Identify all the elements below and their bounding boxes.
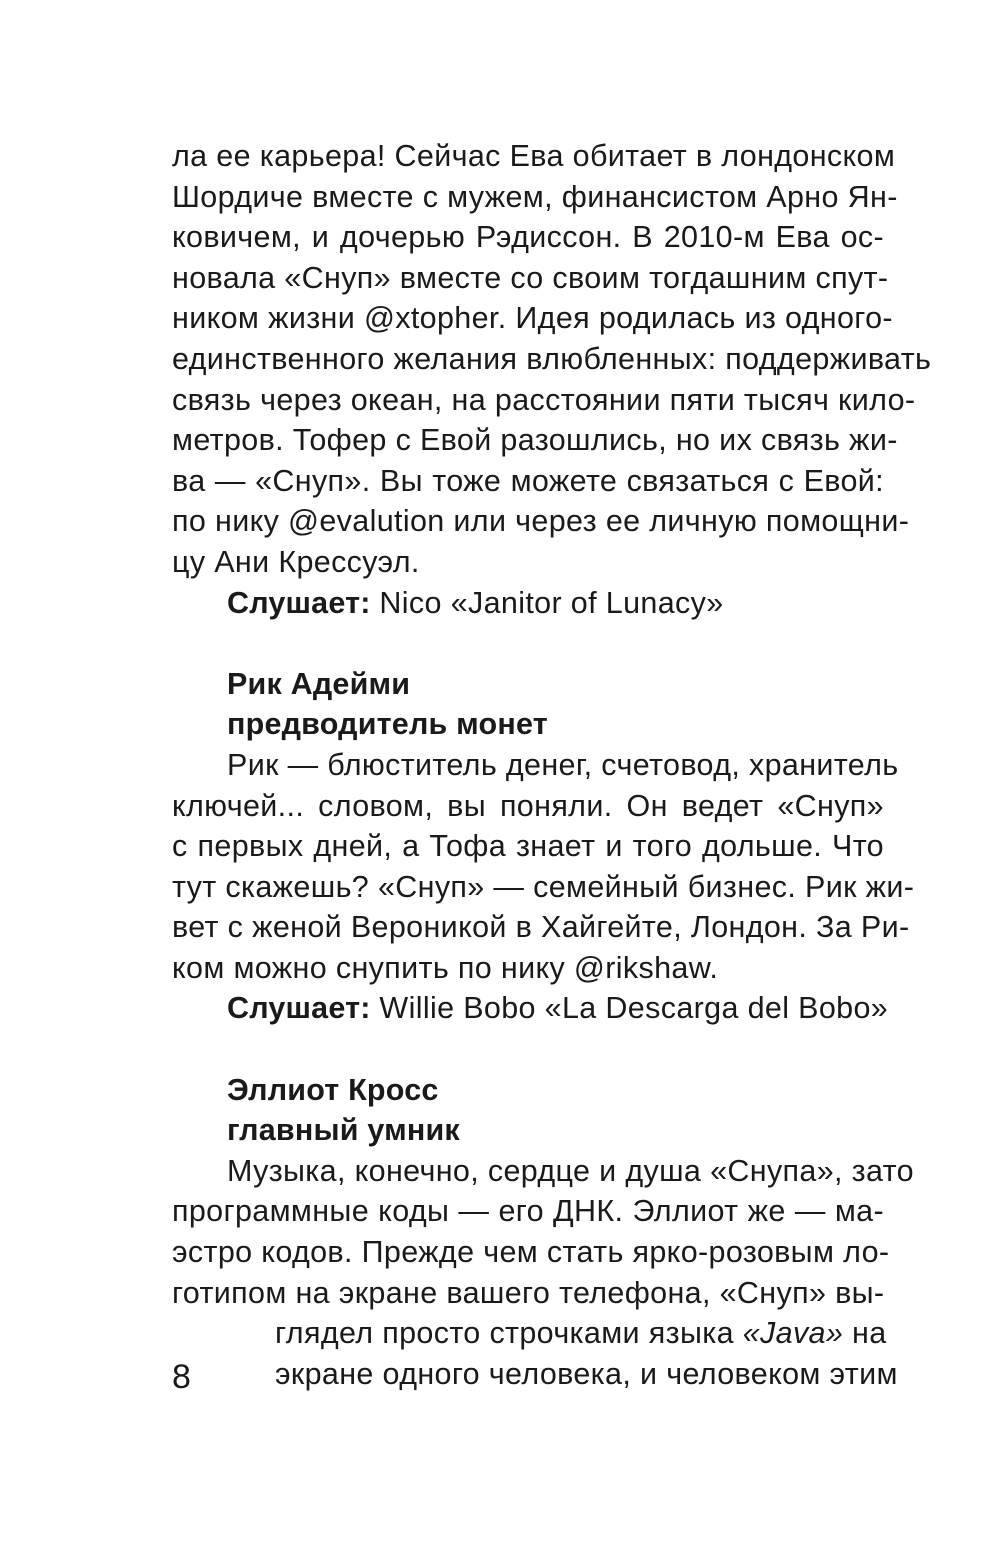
text-line: Шордиче вместе с мужем, финансистом Арно Ян- xyxy=(172,179,898,214)
listens-label: Слушает: xyxy=(227,991,371,1026)
text-line: по нику @evalution или через ее личную помощни- xyxy=(172,504,910,539)
text-line: единственного желания влюбленных: поддерживать xyxy=(172,341,932,376)
text-line: эстро кодов. Прежде чем стать ярко-розовым ло- xyxy=(172,1235,890,1270)
section-gap xyxy=(172,623,884,664)
person-role: главный умник xyxy=(227,1113,460,1148)
text-line: Музыка, конечно, сердце и душа «Снупа», зато xyxy=(227,1153,914,1188)
text-line: связь через океан, на расстоянии пяти тысяч кило- xyxy=(172,382,916,417)
person-role: предводитель монет xyxy=(227,707,548,742)
person-name: Эллиот Кросс xyxy=(227,1072,439,1107)
text-fragment: на xyxy=(843,1316,887,1351)
code-language-name: «Java» xyxy=(742,1316,844,1351)
text-line: ва — «Снуп». Вы тоже можете связаться с Евой: xyxy=(172,463,884,498)
text-line xyxy=(172,1313,887,1354)
text-line: цу Ани Крессуэл. xyxy=(172,544,420,579)
listens-value: Nico «Janitor of Lunacy» xyxy=(370,585,724,620)
section-gap xyxy=(172,1029,884,1070)
text-line: программные коды — его ДНК. Эллиот же — ма- xyxy=(172,1194,884,1229)
text-line: ником жизни @xtopher. Идея родилась из одного- xyxy=(172,301,893,336)
text-line: метров. Тофер с Евой разошлись, но их связь жи- xyxy=(172,423,898,458)
text-line: Рик — блюститель денег, счетовод, хранитель xyxy=(227,747,899,782)
listens-value: Willie Bobo «La Descarga del Bobo» xyxy=(370,991,889,1026)
text-line: ключей... словом, вы поняли. Он ведет «Снуп» xyxy=(172,788,884,823)
page-number: 8 xyxy=(172,1358,191,1396)
page-body xyxy=(172,136,932,1394)
text-line: готипом на экране вашего телефона, «Снуп» вы- xyxy=(172,1275,885,1310)
text-line: с первых дней, а Тофа знает и того дольше. Что xyxy=(172,829,884,864)
text-line: ком можно снупить по нику @rikshaw. xyxy=(172,950,719,985)
text-line: ла ее карьера! Сейчас Ева обитает в лондонском xyxy=(172,139,896,173)
text-fragment: глядел просто строчками языка xyxy=(275,1316,743,1351)
listens-label: Слушает: xyxy=(227,585,371,620)
text-line: экране одного человека, и человеком этим xyxy=(275,1356,898,1391)
listens-line xyxy=(172,583,884,624)
person-name: Рик Адейми xyxy=(227,666,411,701)
text-line: вет с женой Вероникой в Хайгейте, Лондон. За Ри- xyxy=(172,910,910,945)
text-line: ковичем, и дочерью Рэдиссон. В 2010-м Ева ос- xyxy=(172,220,884,255)
text-line: тут скажешь? «Снуп» — семейный бизнес. Рик жи- xyxy=(172,869,915,904)
text-line: новала «Снуп» вместе со своим тогдашним спут- xyxy=(172,260,889,295)
listens-line xyxy=(172,988,889,1029)
